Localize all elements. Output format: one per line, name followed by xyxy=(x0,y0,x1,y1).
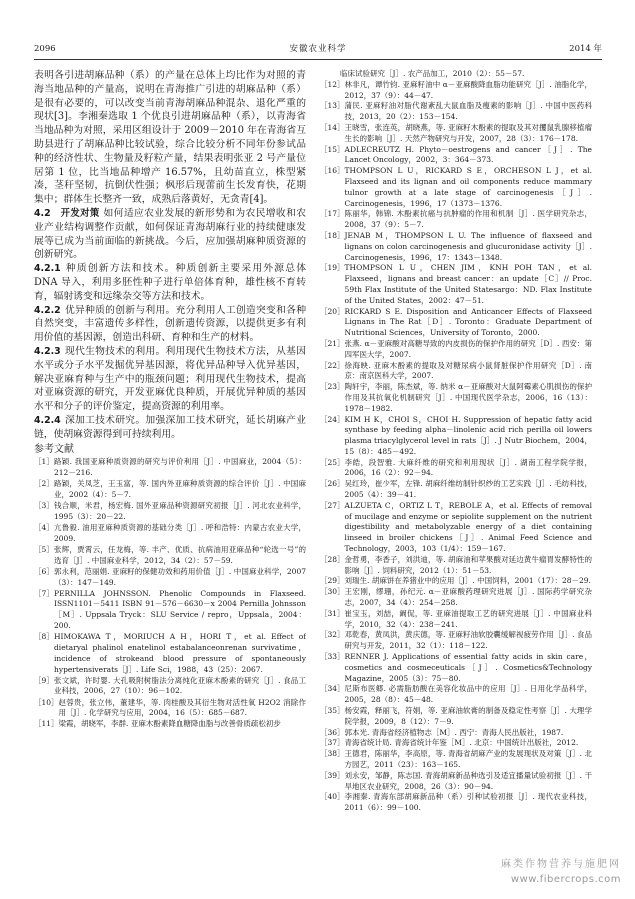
reference-number: ［29］ xyxy=(320,576,345,586)
reference-text: 崔宝玉，刘喆，阚侃，等. 亚麻油提取工艺的研究进展［J］. 中国麻业科学，2010，32（4）：238－241. xyxy=(344,608,592,629)
reference-text: 徐海映. 亚麻木酚素的提取及对糖尿病小鼠肾脏保护作用研究［D］. 南京：南京医科大学，2007. xyxy=(344,360,592,381)
reference-text: 林非凡，谭竹钧. 亚麻籽油中 α－亚麻酸降血脂功能研究［J］. 油脂化学，2012，37（9）：44－47. xyxy=(344,79,592,100)
reference-text: 王德君，陈丽华，李高原，等. 青海省胡麻产业的发展现状及对策［J］. 北方园艺，2011（23）：163－165. xyxy=(344,749,592,769)
references-list-right xyxy=(320,69,592,814)
reference-item xyxy=(34,479,306,501)
reference-item xyxy=(320,145,592,167)
reference-number: ［7］ xyxy=(34,588,54,598)
reference-item xyxy=(34,632,306,675)
right-column xyxy=(320,69,592,869)
reference-item xyxy=(320,231,592,263)
reference-number: ［26］ xyxy=(320,479,345,489)
subsection-text: 优异种质的创新与利用。充分利用人工创造突变和各种自然突变，丰富遗传多样性，创新遗传资源，以提供更多有利用价值的基因源，创造出科研、育种和生产的材料。 xyxy=(34,304,306,344)
reference-number: ［2］ xyxy=(34,479,54,489)
site-watermark xyxy=(451,857,621,889)
reference-number: ［14］ xyxy=(320,122,345,132)
reference-text: 尼斯布医郷. 必需脂肪酸在美容化妆品中的应用［J］. 日用化学品科学，2005，28（8）：45－48. xyxy=(344,684,592,705)
reference-text: 郭永利，范丽娟. 亚麻籽的保健功效和药用价值［J］. 中国麻业科学，2007（3）：147－149. xyxy=(54,566,306,587)
reference-item xyxy=(320,415,592,458)
section-4-2-text: 如何适应农业发展的新形势和为农民增收和农业产业结构调整作贡献，如何保证青海胡麻行业的持续健康发展等已成为当前面临的新挑战。今后，应加强胡麻种质资源的创新研究。 xyxy=(34,207,306,261)
reference-text: 张燕. α－亚麻酸对高糖导致的内皮损伤的保护作用的研究［D］. 西安：第四军医大学，2007. xyxy=(344,338,592,359)
reference-text: RICKARD S E. Disposition and Anticancer Effects of Flaxseed Lignans in The Rat［D］. Toronto：Graduate Department of Nutritional Sciences，University of Toronto，2000. xyxy=(344,306,592,338)
reference-text: HIMOKAWA T，MORIUCH A H，HORI T，et al. Effect of dietaryal phalinol enatelinol estabalanceonrenan survivatime，incidence of strokeand blood pressure of spontaneously hypertensiverats［J］. Life Sci，1988，43（25）：2067. xyxy=(54,632,306,674)
reference-number: ［24］ xyxy=(320,414,345,424)
reference-text: THOMPSON L U，CHEN JIM，KNH POH TAN，et al. Flaxseed，lignans and breast cancer：an update［C］// Proc. 59th Flax Institute of the United Statesargo：ND. Flax Institute of the United States，2002：47－51. xyxy=(344,263,592,305)
reference-item xyxy=(320,361,592,383)
subsection-4-2-2 xyxy=(34,304,306,345)
reference-item xyxy=(320,307,592,339)
reference-item xyxy=(320,382,592,414)
reference-text: 郭本光. 青海省经济植物志［M］. 西宁：青海人民出版社，1987. xyxy=(344,727,564,737)
reference-text: 赵蓉贵，张立伟，董建华，等. 肉桂酸及其衍生物对活性氧 H2O2 消除作用［J］. 化学研究与应用，2004，16（5）：685－687. xyxy=(58,697,306,718)
reference-text: 李湘秦. 青海东部胡麻新品种（系）引种试验初报［J］. 现代农业科技，2011（6）：99－100. xyxy=(344,792,592,813)
reference-text: 亢鲁毅. 油用亚麻种质资源的基础分类［J］. 呼和浩特：内蒙古农业大学，2009. xyxy=(54,522,306,543)
reference-number: ［22］ xyxy=(320,360,345,370)
reference-item xyxy=(320,555,592,577)
reference-item xyxy=(320,101,592,123)
reference-number: ［39］ xyxy=(320,770,345,780)
section-4-2-heading: 4.2 开发对策 xyxy=(34,207,100,219)
reference-item xyxy=(34,457,306,479)
reference-text: 王晓雪，张连英，胡晓燕，等. 亚麻籽木酚素的提取及其对攫鼠乳腺移植瘤生长的影响［J］. 天然产物研究与开发，2007，28（3）：176－178. xyxy=(344,122,592,143)
reference-item xyxy=(320,123,592,145)
reference-item xyxy=(34,676,306,698)
reference-number: ［8］ xyxy=(34,632,54,642)
references-title: 参考文献 xyxy=(34,443,74,455)
reference-number: ［32］ xyxy=(320,630,345,640)
reference-item xyxy=(320,458,592,480)
reference-number: ［6］ xyxy=(34,566,54,576)
reference-item xyxy=(320,263,592,306)
reference-item xyxy=(34,523,306,545)
reference-text: 路颖. 我国亚麻种质资源的研究与评价利用［J］. 中国麻业，2004（5）：212－216. xyxy=(54,457,306,478)
reference-item xyxy=(320,80,592,102)
reference-number: ［12］ xyxy=(320,79,345,89)
reference-text: THOMPSON L U，RICKARD S E，ORCHESON L J，et al. Flaxseed and its lignan and oil components reduce mammary tulnor growth at a late stage of carcinogenesis［J］. Carcinogenesis，1996，17（1373－1376. xyxy=(344,166,592,208)
page-header xyxy=(34,42,602,56)
reference-item xyxy=(320,652,592,684)
reference-item xyxy=(320,69,592,80)
reference-item xyxy=(34,719,306,730)
reference-text: KIM H K，CHOI S，CHOI H. Suppression of hepatic fatty acid synthase by feeding alpha－linolenic acid rich perilla oil lowers plasma triacylglycerol level in rats［J］. J Nutr Biochem，2004，15（8）：485－492. xyxy=(344,414,592,456)
reference-text: 张文斌，许时婴. 大孔吸附树脂法分离纯化亚麻木酚素的研究［J］. 食品工业科技，2006，27（10）：96－102. xyxy=(54,675,306,696)
reference-number: ［25］ xyxy=(320,457,345,467)
reference-item xyxy=(34,501,306,523)
reference-item xyxy=(34,589,306,632)
reference-item xyxy=(320,479,592,501)
reference-item xyxy=(34,545,306,567)
reference-number: ［17］ xyxy=(320,209,345,219)
reference-text: 钱合顺，米君，杨宏梅. 国外亚麻品种资源研究初报［J］. 河北农业科学，1995（3）：20－22. xyxy=(54,501,306,521)
reference-text: 王宏刚，缪珊，孙纪元. α－亚麻酸药理研究进展［J］. 国际药学研究杂志，2007，34（4）：254－258. xyxy=(344,587,592,608)
reference-text: 蒲民. 亚麻籽油对脂代谢紊乱大鼠血脂及瘦素的影响［J］. 中国中医药科技，2013，20（2）：153－154. xyxy=(344,101,592,122)
header-divider xyxy=(34,59,602,60)
reference-number: ［9］ xyxy=(34,675,54,685)
reference-item xyxy=(320,684,592,706)
reference-number: ［3］ xyxy=(34,501,54,511)
reference-item xyxy=(320,630,592,652)
reference-number: ［13］ xyxy=(320,101,345,111)
issue-year: 2014 年 xyxy=(569,44,602,54)
reference-item xyxy=(320,728,592,739)
reference-number: ［31］ xyxy=(320,608,345,618)
subsection-4-2-4 xyxy=(34,414,306,442)
journal-title: 安徽农业科学 xyxy=(289,44,347,54)
reference-text: 临床试验研究［J］. 农产品加工，2010（2）：55－57. xyxy=(340,69,525,78)
page-number: 2096 xyxy=(34,44,56,54)
reference-text: 路颖，关凤芝，王玉富，等. 国内外亚麻种质资源的综合评价［J］. 中国麻业，2002（4）：5－7. xyxy=(54,479,306,499)
reference-item xyxy=(320,587,592,609)
reference-number: ［18］ xyxy=(320,230,345,240)
reference-text: 刘瑞生. 胡麻饼在养猪业中的应用［J］. 中国饲料，2001（17）：28－29. xyxy=(344,576,591,586)
reference-text: 陶轩宇，李丽，陈杰斌，等. 纳米 α－亚麻酸对大鼠阿霉素心肌损伤的保护作用及其抗氧化机制研究［J］. 中国现代医学杂志，2006，16（13）：1978－1982. xyxy=(344,382,592,413)
reference-text: JENAB M，THOMPSON L U. The influence of flaxseed and lignans on colon carcinogenesis and glucuronidase activity［J］. Carcinogenesis，1996，17：1343－1348. xyxy=(344,230,592,262)
reference-text: 李皓，段智雅. 大麻纤维的研究和利用现状［J］. 湖南工程学院学报，2006，16（2）：92－94. xyxy=(344,457,592,478)
reference-item xyxy=(320,609,592,631)
subsection-heading: 4.2.4 xyxy=(34,414,61,426)
reference-number: ［19］ xyxy=(320,263,345,273)
reference-number: ［30］ xyxy=(320,587,345,597)
reference-number: ［36］ xyxy=(320,727,345,737)
reference-number: ［37］ xyxy=(320,738,345,748)
reference-text: 邓乾春，黄凤洪，黄庆德，等. 亚麻籽油软胶囊缓解视疲劳作用［J］. 食品研究与开发，2011，32（1）：118－122. xyxy=(344,630,592,651)
reference-number: ［16］ xyxy=(320,166,345,176)
reference-number xyxy=(320,69,340,80)
reference-number: ［35］ xyxy=(320,706,345,716)
reference-text: ADLECREUTZ H. Phyto－oestrogens and cancer［J］. The Lancet Oncology，2002，3：364－373. xyxy=(344,144,592,165)
reference-number: ［10］ xyxy=(34,697,59,707)
subsection-text: 种质创新方法和技术。种质创新主要采用外源总体 DNA 导入，利用多胚性种子进行单倍体育种，雄性核不育转育，辐射诱变和远缘杂交等方法和技术。 xyxy=(34,263,306,302)
subsection-text: 深加工技术研究。加强深加工技术研究，延长胡麻产业链，使胡麻资源得到可持续利用。 xyxy=(34,414,306,440)
reference-item xyxy=(320,209,592,231)
reference-item xyxy=(320,706,592,728)
watermark-name: 麻类作物营养与施肥网 xyxy=(501,859,621,870)
reference-number: ［34］ xyxy=(320,684,345,694)
reference-text: 陈丽华，韩锦. 木酚素抗癌与抗肿瘤的作用和机制［J］. 医学研究杂志，2008，37（9）：5－7. xyxy=(344,209,592,230)
reference-text: PERNILLA JOHNSSON. Phenolic Compounds in Flaxseed. ISSN1101－5411 ISBN 91－576－6630－x 2004 Pernilla Johnsson ［M］. Uppsala Tryck：SLU Service / repro，Uppsala，2004：200. xyxy=(54,588,306,631)
subsection-text: 现代生物技术的利用。利用现代生物技术方法，从基因水平或分子水平发掘优异基因源，将优异品种导入优异基因，解决亚麻育种与生产中的瓶颈问题；利用现代生物技术，提高对亚麻资源的研究，开发亚麻优良种质，开展优异种质的基因水平和分子的评价鉴定，提高资源的利用率。 xyxy=(34,345,306,413)
reference-text: 金哲勇，李香子，刘洪迪，等. 胡麻油和苹果酸对延边黄牛瘤胃发酵特性的影响［J］. 饲料研究，2012（1）：51－53. xyxy=(344,554,592,575)
reference-text: 杨安霞，释丽飞，符娟，等. 亚麻油软膏的制备及稳定性考察［J］. 大理学院学报，2009，8（12）：7－9. xyxy=(344,706,592,726)
reference-text: 青海省统计局. 青海省统计年鉴［M］. 北京：中国统计出版社，2012. xyxy=(344,738,579,748)
reference-number: ［11］ xyxy=(34,719,59,729)
reference-text: RENNER J. Applications of essential fatty acids in skin care，cosmetics and cosmeceuticals［J］. Cosmetics&Technology Magazine，2005（3）：75－80. xyxy=(344,652,592,683)
subsection-heading: 4.2.2 xyxy=(34,304,61,316)
reference-item xyxy=(320,166,592,209)
subsection-4-2-3 xyxy=(34,345,306,414)
reference-number: ［1］ xyxy=(34,457,54,467)
reference-item xyxy=(320,339,592,361)
reference-item xyxy=(320,792,592,814)
reference-item xyxy=(320,576,592,587)
reference-number: ［15］ xyxy=(320,144,345,154)
reference-text: ALZUETA C，ORTIZ L T，REBOLE A，et al. Effects of removal of mucilage and enzyme or sepiolite supplement on the nutrient digestibility and metabolyzable energy of a diet containing linseed in broiler chickens［J］. Animal Feed Science and Technology，2003，103（1/4）：159－167. xyxy=(344,500,592,554)
references-list-left xyxy=(34,457,306,730)
reference-number: ［4］ xyxy=(34,522,54,532)
reference-item xyxy=(34,567,306,589)
reference-text: 梁霞，胡晓军，李群. 亚麻木酚素降血糖降血脂与改善骨质疏松初步 xyxy=(58,719,281,729)
reference-number: ［27］ xyxy=(320,500,345,510)
reference-number: ［38］ xyxy=(320,749,345,759)
reference-item xyxy=(320,501,592,555)
reference-number: ［5］ xyxy=(34,544,54,554)
reference-number: ［28］ xyxy=(320,554,345,564)
reference-item xyxy=(320,738,592,749)
intro-paragraph: 表明各引进胡麻品种（系）的产量在总体上均比作为对照的青海当地品种的产量高，说明在青海推广引进的胡麻品种（系）是很有必要的，可以改变当前青海胡麻品种混杂、退化严重的现状[3]。李湘秦选取 1 个优良引进胡麻品种（系），以青海省当地品种为对照，采用区组设计于 2009－2010 年在青海省互助县进行了胡麻品种比较试验，综合比较分析不同年份参试品种的经济性状、生物量及籽粒产量，结果表明张亚 2 号产量位居第 1 位，比当地品种增产 16.57%，且幼苗直立，株型紧凑，茎秆坚韧，抗倒伏性强；枫形后现蕾前生长发育快，花期集中；群体生长整齐一致，成熟后落黄好，无贪青[4]。 xyxy=(34,70,306,206)
left-column xyxy=(34,69,306,869)
subsection-heading: 4.2.1 xyxy=(34,263,61,275)
reference-number: ［21］ xyxy=(320,338,345,348)
subsection-4-2-1 xyxy=(34,262,306,303)
reference-item xyxy=(320,771,592,793)
section-4-2 xyxy=(34,207,306,262)
subsection-heading: 4.2.3 xyxy=(34,345,61,357)
reference-text: 吴红玲，崔少军，左锋. 胡麻纤维纺制针织纱的工艺实践［J］. 毛纺科技，2005（4）：39－41. xyxy=(344,479,592,500)
reference-text: 张辉，贾霄云，任龙梅，等. 丰产、优质、抗病油用亚麻品种“轮选一号”的选育［J］. 中国麻业科学，2012，34（2）：57－59. xyxy=(54,544,306,565)
watermark-url: www.fibercrops.com xyxy=(510,874,621,885)
reference-number: ［40］ xyxy=(320,792,345,802)
reference-number: ［23］ xyxy=(320,382,345,392)
reference-number: ［20］ xyxy=(320,306,345,316)
reference-number: ［33］ xyxy=(320,652,345,662)
reference-item xyxy=(320,749,592,771)
reference-text: 刘永安，邹静，陈志国. 青海胡麻新品种选引及适宜播量试验初报［J］. 干旱地区农业研究，2008，26（3）：90－94. xyxy=(344,770,592,791)
reference-item xyxy=(34,698,306,720)
